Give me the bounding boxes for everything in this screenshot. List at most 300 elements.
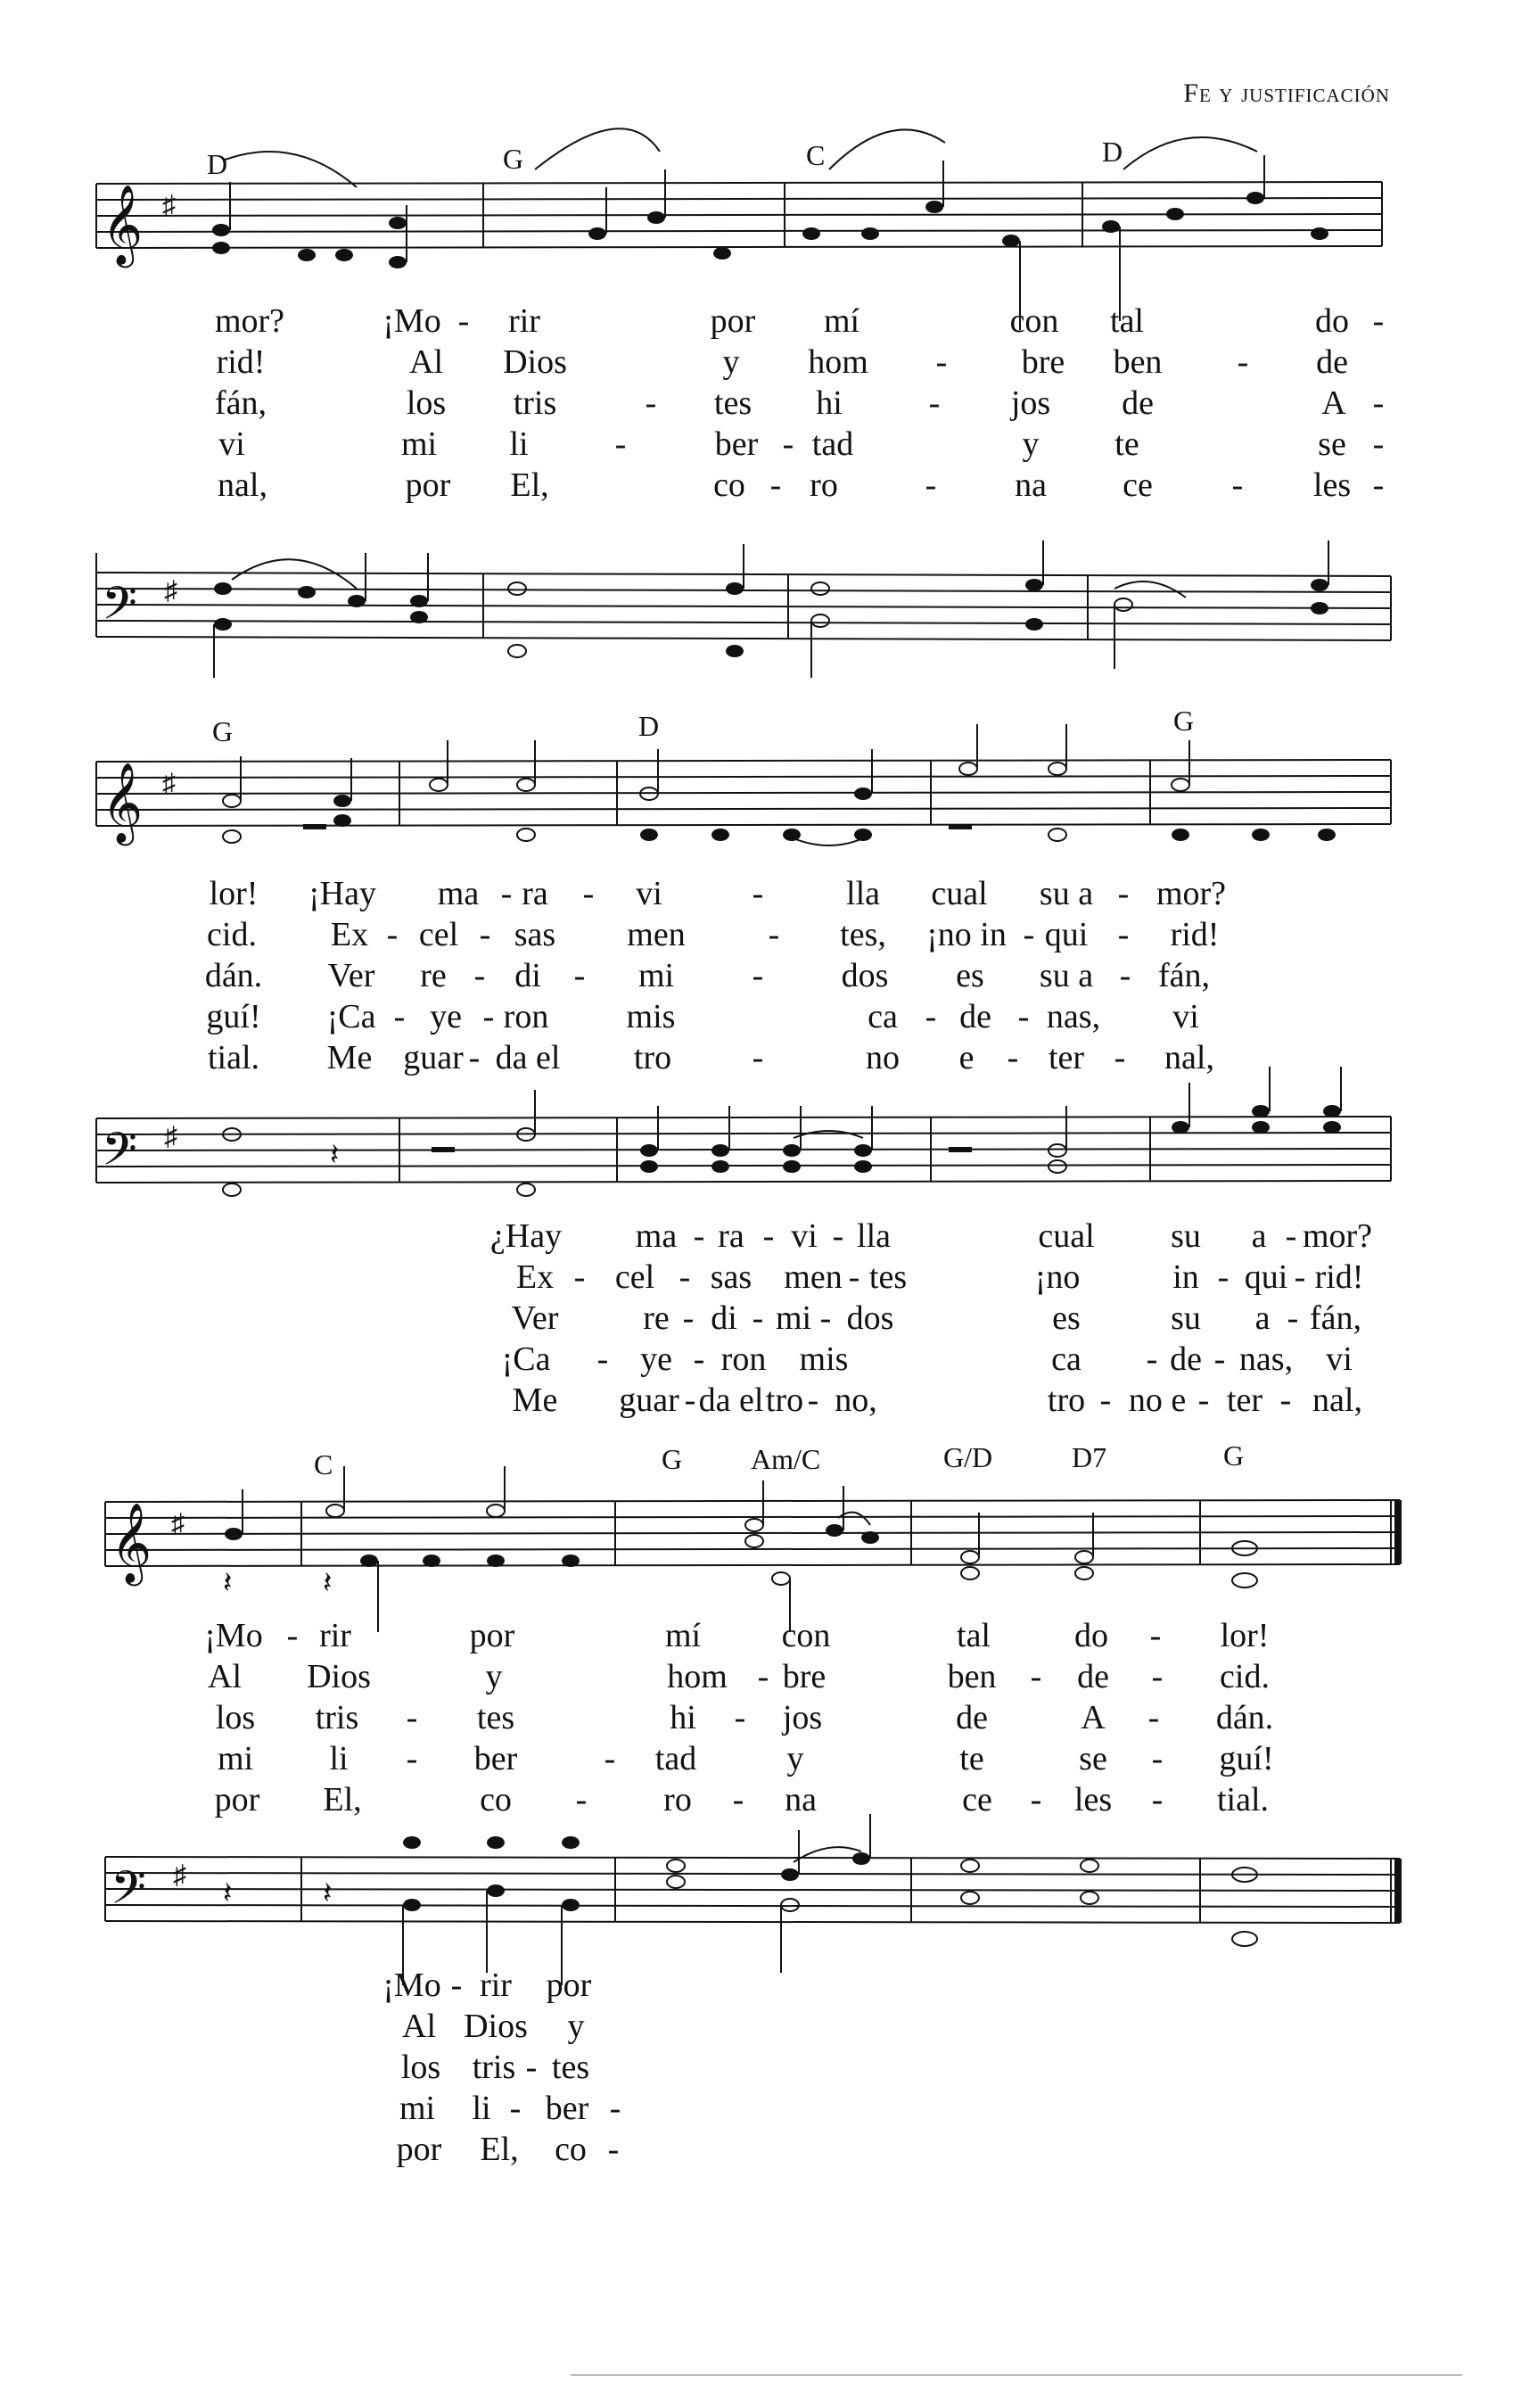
lyric-syllable: qui: [1244, 1258, 1288, 1296]
lyric-syllable: -: [1372, 302, 1385, 340]
lyric-syllable: Al: [409, 343, 443, 381]
lyric-syllable: -: [1117, 875, 1130, 912]
lyric-syllable: -: [582, 875, 595, 912]
lyric-syllable: tal: [957, 1617, 991, 1654]
lyric-line: [0, 2089, 1538, 2130]
lyric-syllable: de: [956, 1699, 988, 1736]
lyric-syllable: tris: [472, 2049, 516, 2086]
lyric-syllable: guí!: [206, 998, 261, 1035]
lyric-syllable: mí: [664, 1617, 702, 1654]
lyric-syllable: li: [329, 1740, 349, 1777]
lyric-line: [0, 2007, 1538, 2048]
lyric-syllable: -: [1372, 425, 1385, 463]
chord-symbol: C: [314, 1448, 333, 1480]
lyric-syllable: -: [1146, 1340, 1158, 1378]
lyric-syllable: -: [1372, 384, 1385, 422]
lyric-syllable: ro: [663, 1781, 692, 1818]
lyric-syllable: dán.: [204, 957, 263, 994]
lyric-syllable: se: [1318, 425, 1346, 463]
lyric-line: [0, 1216, 1538, 1258]
lyric-syllable: mi: [217, 1740, 254, 1777]
lyric-syllable: mi: [400, 425, 438, 463]
lyric-syllable: -: [1197, 1381, 1210, 1419]
lyric-syllable: sas: [514, 916, 556, 953]
lyric-syllable: tes,: [840, 916, 886, 953]
chord-symbol: G: [212, 715, 234, 747]
lyric-syllable: -: [1149, 1617, 1162, 1654]
lyric-syllable: -: [406, 1699, 418, 1736]
lyric-syllable: dos: [846, 1299, 894, 1337]
lyric-syllable: cual: [1038, 1217, 1095, 1255]
lyric-syllable: na: [785, 1781, 817, 1818]
lyric-syllable: dos: [841, 957, 889, 994]
lyric-syllable: El,: [323, 1781, 362, 1818]
lyric-syllable: -: [684, 1381, 696, 1419]
lyric-syllable: mi: [775, 1299, 812, 1337]
lyric-syllable: ye: [430, 998, 462, 1035]
lyric-syllable: por: [546, 1967, 592, 2004]
lyric-syllable: ye: [640, 1340, 672, 1378]
lyric-syllable: nal,: [218, 466, 267, 504]
lyric-syllable: -: [925, 466, 937, 504]
lyric-syllable: ma: [437, 875, 480, 912]
lyric-syllable: tes: [476, 1699, 515, 1736]
lyric-syllable: ter: [1048, 1039, 1085, 1076]
lyric-syllable: -: [752, 957, 764, 994]
lyric-syllable: Dios: [464, 2008, 528, 2045]
lyric-syllable: -: [693, 1340, 705, 1378]
chord-symbol: G: [503, 143, 524, 175]
lyric-syllable: rir: [480, 1967, 512, 2004]
lyric-syllable: hom: [667, 1658, 728, 1695]
lyric-syllable: co: [555, 2131, 587, 2168]
lyric-syllable: les: [1312, 466, 1352, 504]
lyric-syllable: do: [1315, 302, 1349, 340]
lyric-syllable: nas,: [1238, 1340, 1294, 1378]
lyric-syllable: por: [405, 466, 451, 504]
lyric-syllable: Al: [208, 1658, 242, 1695]
lyric-syllable: di: [514, 957, 541, 994]
lyric-syllable: rid!: [1170, 916, 1220, 953]
lyric-line: [0, 1258, 1538, 1299]
lyric-syllable: -: [479, 916, 491, 953]
svg-text:♯: ♯: [162, 191, 176, 220]
lyric-syllable: -: [1117, 916, 1130, 953]
lyric-syllable: -: [609, 2090, 621, 2127]
lyric-syllable: tad: [654, 1740, 697, 1777]
lyric-syllable: men: [627, 916, 686, 953]
lyric-syllable: ro: [810, 466, 838, 504]
lyric-syllable: Ver: [511, 1299, 559, 1337]
lyric-syllable: te: [959, 1740, 984, 1777]
lyric-syllable: rid!: [1314, 1258, 1364, 1296]
lyric-syllable: tro: [765, 1381, 804, 1419]
lyric-syllable: con: [781, 1617, 831, 1654]
lyric-line: [0, 997, 1538, 1038]
lyric-syllable: ¡Mo: [382, 1967, 441, 2004]
lyric-line: [0, 2048, 1538, 2089]
lyric-syllable: guar: [403, 1039, 464, 1076]
lyric-line: [0, 874, 1538, 915]
lyric-syllable: con: [1009, 302, 1059, 340]
lyric-syllable: tial.: [207, 1039, 260, 1076]
lyric-syllable: El,: [480, 2131, 519, 2168]
lyric-syllable: -: [1372, 466, 1385, 504]
lyric-syllable: -: [614, 425, 627, 463]
svg-text:𝄢: 𝄢: [102, 1122, 137, 1187]
lyric-syllable: ber: [473, 1740, 518, 1777]
svg-text:𝄽: 𝄽: [330, 1139, 340, 1172]
lyric-line: [0, 1038, 1538, 1079]
lyric-syllable: na: [1015, 466, 1047, 504]
chord-symbol: G/D: [943, 1441, 993, 1473]
lyric-syllable: Al: [402, 2008, 436, 2045]
svg-text:𝄞: 𝄞: [102, 763, 144, 843]
lyric-syllable: Ex: [515, 1258, 555, 1296]
lyric-syllable: es: [956, 957, 984, 994]
lyric-syllable: -: [573, 1258, 586, 1296]
lyric-syllable: -: [1023, 916, 1035, 953]
chord-symbol: G: [662, 1443, 683, 1475]
lyric-syllable: es: [1052, 1299, 1081, 1337]
lyric-syllable: de: [1077, 1658, 1109, 1695]
lyric-syllable: -: [1237, 343, 1249, 381]
lyric-syllable: tes: [713, 384, 753, 422]
lyric-syllable: lor!: [209, 875, 259, 912]
lyric-syllable: -: [1017, 998, 1030, 1035]
svg-text:♯: ♯: [162, 769, 176, 798]
lyric-syllable: de: [1316, 343, 1348, 381]
lyric-syllable: Me: [326, 1039, 373, 1076]
chord-symbol: G: [1223, 1439, 1245, 1472]
lyric-syllable: mi: [399, 2090, 436, 2127]
lyric-syllable: tris: [315, 1699, 359, 1736]
lyric-syllable: cel: [614, 1258, 655, 1296]
lyric-syllable: nas,: [1046, 998, 1101, 1035]
lyric-syllable: -: [693, 1217, 705, 1255]
lyric-syllable: ter: [1226, 1381, 1263, 1419]
lyric-syllable: -: [768, 916, 780, 953]
lyric-syllable: les: [1073, 1781, 1113, 1818]
lyric-syllable: -: [1114, 1039, 1126, 1076]
lyric-syllable: vi: [1172, 998, 1199, 1035]
lyric-syllable: no e: [1128, 1381, 1187, 1419]
lyric-syllable: -: [1030, 1781, 1042, 1818]
lyric-syllable: por: [214, 1781, 260, 1818]
lyric-syllable: tad: [811, 425, 854, 463]
lyric-syllable: de: [1122, 384, 1154, 422]
lyric-line: [0, 1299, 1538, 1340]
lyric-line: [0, 342, 1538, 383]
lyric-syllable: a: [1254, 1299, 1271, 1337]
lyric-syllable: tial.: [1216, 1781, 1270, 1818]
lyric-syllable: -: [935, 343, 948, 381]
lyric-syllable: guar: [619, 1381, 679, 1419]
lyric-line: [0, 915, 1538, 956]
lyric-syllable: re: [420, 957, 447, 994]
lyric-syllable: -: [752, 1039, 764, 1076]
lyric-syllable: -: [1007, 1039, 1019, 1076]
lyric-syllable: li: [509, 425, 529, 463]
lyric-syllable: a: [1251, 1217, 1267, 1255]
lyric-syllable: di: [711, 1299, 737, 1337]
lyric-syllable: y: [567, 2008, 585, 2045]
lyric-syllable: los: [215, 1699, 256, 1736]
lyric-line: [0, 1739, 1538, 1780]
svg-text:𝄽: 𝄽: [223, 1567, 233, 1600]
lyric-syllable: ber: [545, 2090, 589, 2127]
lyric-syllable: vi: [1326, 1340, 1353, 1378]
lyric-syllable: -: [682, 1299, 695, 1337]
lyric-syllable: ca: [1051, 1340, 1082, 1378]
lyric-syllable: mis: [626, 998, 676, 1035]
lyric-syllable: por: [710, 302, 756, 340]
lyric-syllable: rir: [319, 1617, 351, 1654]
chord-symbol: G: [1173, 705, 1195, 737]
lyric-syllable: ¿Hay: [489, 1217, 563, 1255]
lyric-syllable: -: [468, 1039, 481, 1076]
lyric-syllable: ¡Mo: [382, 302, 441, 340]
lyric-syllable: Dios: [503, 343, 567, 381]
svg-text:𝄞: 𝄞: [111, 1503, 152, 1583]
svg-text:𝄽: 𝄽: [223, 1877, 233, 1910]
lyric-syllable: -: [807, 1381, 819, 1419]
lyric-syllable: El,: [510, 466, 549, 504]
lyric-syllable: cid.: [207, 916, 257, 953]
lyric-syllable: su: [1171, 1217, 1201, 1255]
lyric-syllable: -: [1151, 1740, 1164, 1777]
lyric-syllable: por: [469, 1617, 515, 1654]
lyric-syllable: los: [406, 384, 447, 422]
section-title: Fe y justificación: [1183, 78, 1390, 108]
chord-symbol: D: [638, 710, 660, 742]
lyric-syllable: -: [1279, 1381, 1292, 1419]
lyric-syllable: -: [762, 1217, 775, 1255]
lyric-syllable: -: [596, 1340, 609, 1378]
lyric-line: [0, 301, 1538, 342]
chord-symbol: C: [806, 139, 826, 171]
lyric-syllable: tro: [633, 1039, 672, 1076]
lyric-syllable: fán,: [214, 384, 267, 422]
lyric-syllable: ¡Hay: [308, 875, 376, 912]
bass-staff: [0, 553, 1538, 731]
lyric-syllable: A: [1321, 384, 1346, 422]
lyric-syllable: ron: [503, 998, 549, 1035]
lyric-syllable: dán.: [1215, 1699, 1274, 1736]
lyric-syllable: cel: [418, 916, 459, 953]
lyric-syllable: guí!: [1219, 1740, 1274, 1777]
lyric-syllable: nal,: [1164, 1039, 1214, 1076]
lyric-syllable: -: [607, 2131, 620, 2168]
lyric-syllable: por: [396, 2131, 442, 2168]
chord-symbol: D7: [1072, 1441, 1107, 1473]
lyric-syllable: te: [1114, 425, 1139, 463]
lyric-syllable: rid!: [216, 343, 266, 381]
lyric-syllable: ron: [720, 1340, 767, 1378]
lyric-syllable: ¡no in: [926, 916, 1007, 953]
lyric-line: [0, 2130, 1538, 2171]
lyric-syllable: -: [925, 998, 937, 1035]
lyric-syllable: ra: [522, 875, 548, 912]
lyric-syllable: -: [500, 875, 513, 912]
lyric-syllable: ben: [947, 1658, 997, 1695]
lyric-syllable: su: [1171, 1299, 1201, 1337]
lyric-syllable: hi: [670, 1699, 696, 1736]
lyric-syllable: -: [1287, 1299, 1299, 1337]
lyric-syllable: bre: [1021, 343, 1065, 381]
lyric-syllable: -: [1294, 1258, 1306, 1296]
lyric-syllable: -: [473, 957, 486, 994]
lyric-syllable: qui: [1044, 916, 1089, 953]
lyric-syllable: -: [1147, 1699, 1160, 1736]
lyric-syllable: -: [732, 1781, 744, 1818]
lyric-syllable: -: [734, 1699, 746, 1736]
lyric-syllable: mor?: [1156, 875, 1227, 912]
lyric-syllable: ce: [1123, 466, 1153, 504]
lyric-syllable: -: [286, 1617, 299, 1654]
lyric-syllable: ra: [718, 1217, 744, 1255]
lyric-syllable: ¡Mo: [204, 1617, 263, 1654]
chord-symbol: Am/C: [751, 1443, 821, 1475]
lyric-syllable: ma: [635, 1217, 678, 1255]
svg-text:𝄽: 𝄽: [323, 1567, 333, 1600]
lyric-syllable: ¡Ca: [326, 998, 376, 1035]
lyric-line: [0, 425, 1538, 466]
lyric-syllable: -: [509, 2090, 522, 2127]
lyric-syllable: -: [645, 384, 657, 422]
lyric-syllable: hom: [808, 343, 868, 381]
lyric-syllable: los: [400, 2049, 441, 2086]
lyric-syllable: no: [866, 1039, 900, 1076]
lyric-syllable: -: [482, 998, 495, 1035]
lyric-syllable: tal: [1110, 302, 1144, 340]
lyric-syllable: A: [1081, 1699, 1106, 1736]
lyric-syllable: -: [782, 425, 794, 463]
lyric-syllable: -: [1030, 1658, 1042, 1695]
lyric-syllable: se: [1079, 1740, 1107, 1777]
lyric-line: [0, 383, 1538, 425]
lyric-syllable: -: [604, 1740, 616, 1777]
lyric-syllable: mis: [799, 1340, 849, 1378]
lyric-line: [0, 1381, 1538, 1422]
lyric-syllable: re: [643, 1299, 670, 1337]
lyric-syllable: vi: [218, 425, 245, 463]
lyric-syllable: de: [959, 998, 991, 1035]
lyric-syllable: -: [928, 384, 941, 422]
lyric-syllable: men: [784, 1258, 843, 1296]
lyric-syllable: tes: [868, 1258, 908, 1296]
lyric-syllable: -: [752, 1299, 764, 1337]
lyric-syllable: ber: [714, 425, 759, 463]
lyric-syllable: do: [1074, 1617, 1108, 1654]
svg-text:♯: ♯: [164, 1122, 177, 1151]
lyric-syllable: co: [713, 466, 745, 504]
lyric-syllable: mi: [637, 957, 675, 994]
lyric-syllable: ce: [962, 1781, 992, 1818]
lyric-syllable: no,: [835, 1381, 877, 1419]
lyric-syllable: su a: [1039, 875, 1094, 912]
lyric-syllable: y: [485, 1658, 503, 1695]
lyric-line: [0, 956, 1538, 997]
lyric-syllable: -: [386, 916, 399, 953]
lyric-syllable: -: [819, 1299, 832, 1337]
lyric-syllable: tes: [551, 2049, 590, 2086]
lyric-line: [0, 466, 1538, 507]
svg-text:𝄢: 𝄢: [102, 576, 137, 641]
lyric-line: [0, 1780, 1538, 1821]
lyric-syllable: tris: [513, 384, 557, 422]
lyric-syllable: fán,: [1309, 1299, 1362, 1337]
lyric-syllable: de: [1170, 1340, 1202, 1378]
lyric-syllable: cid.: [1220, 1658, 1270, 1695]
lyric-syllable: -: [1151, 1781, 1164, 1818]
lyric-line: [0, 1340, 1538, 1381]
lyric-syllable: -: [1213, 1340, 1226, 1378]
svg-text:♯: ♯: [173, 1860, 186, 1890]
lyric-syllable: ca: [868, 998, 898, 1035]
lyric-syllable: -: [393, 998, 406, 1035]
lyric-syllable: y: [786, 1740, 804, 1777]
lyric-syllable: su a: [1039, 957, 1094, 994]
lyric-syllable: -: [525, 2049, 538, 2086]
lyric-syllable: da el: [698, 1381, 764, 1419]
lyric-syllable: bre: [782, 1658, 827, 1695]
chord-symbol: D: [207, 148, 228, 180]
lyric-syllable: vi: [636, 875, 662, 912]
lyric-syllable: -: [450, 1967, 463, 2004]
lyric-syllable: ben: [1113, 343, 1163, 381]
lyric-syllable: li: [472, 2090, 491, 2127]
lyric-syllable: -: [679, 1258, 691, 1296]
lyric-syllable: -: [1151, 1658, 1164, 1695]
lyric-syllable: -: [406, 1740, 418, 1777]
lyric-syllable: Dios: [307, 1658, 371, 1695]
lyric-syllable: sas: [710, 1258, 753, 1296]
lyric-syllable: da el: [495, 1039, 561, 1076]
lyric-line: [0, 1966, 1538, 2007]
lyric-line: [0, 1657, 1538, 1698]
lyric-line: [0, 1698, 1538, 1739]
lyric-syllable: -: [832, 1217, 844, 1255]
lyric-syllable: -: [575, 1781, 588, 1818]
lyric-syllable: co: [480, 1781, 512, 1818]
lyric-syllable: -: [573, 957, 586, 994]
lyric-syllable: -: [752, 875, 764, 912]
lyric-syllable: fán,: [1157, 957, 1211, 994]
svg-text:𝄢: 𝄢: [111, 1860, 146, 1926]
svg-text:♯: ♯: [164, 576, 177, 606]
lyric-syllable: mor?: [1302, 1217, 1373, 1255]
lyric-line: [0, 1616, 1538, 1657]
lyric-syllable: e: [958, 1039, 975, 1076]
page-edge-line: [571, 2374, 1462, 2376]
lyric-syllable: Me: [512, 1381, 558, 1419]
lyric-syllable: in: [1172, 1258, 1199, 1296]
lyric-syllable: Ex: [330, 916, 369, 953]
lyric-syllable: nal,: [1312, 1381, 1362, 1419]
lyric-syllable: y: [722, 343, 740, 381]
lyric-syllable: -: [1217, 1258, 1230, 1296]
svg-text:𝄞: 𝄞: [102, 185, 144, 265]
svg-text:♯: ♯: [171, 1509, 185, 1538]
lyric-syllable: y: [1022, 425, 1040, 463]
lyric-syllable: -: [1231, 466, 1244, 504]
lyric-syllable: -: [1285, 1217, 1297, 1255]
lyric-syllable: tro: [1047, 1381, 1086, 1419]
lyric-syllable: mí: [823, 302, 860, 340]
chord-symbol: D: [1102, 136, 1123, 168]
lyric-syllable: -: [1099, 1381, 1112, 1419]
